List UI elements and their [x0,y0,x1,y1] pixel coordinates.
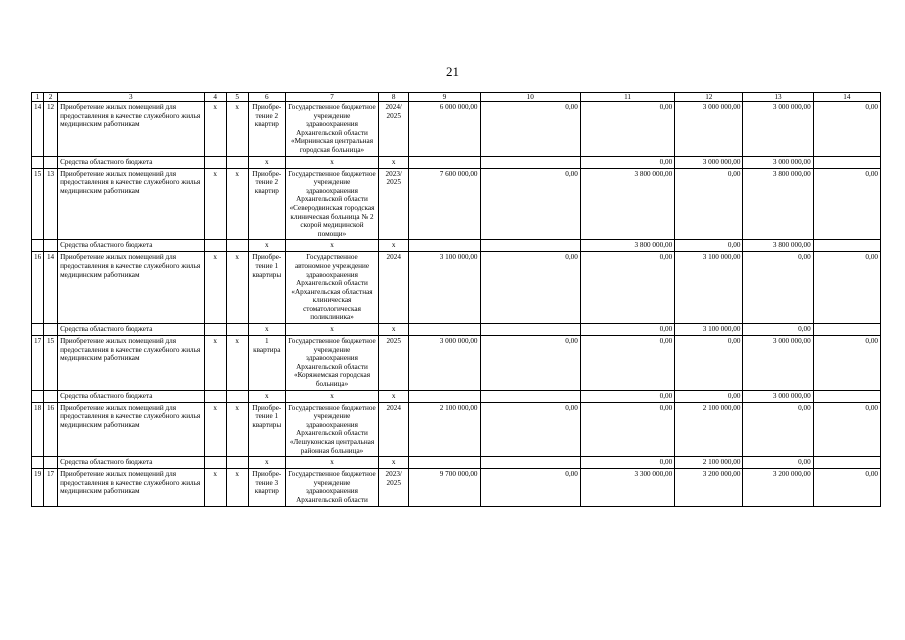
amount-cell: 2 100 000,00 [675,457,743,469]
object-name-cell: Приобретение жилых помещений для предоставления в качестве служебного жилья медицинским работникам [58,469,205,506]
object-name-cell: Приобретение жилых помещений для предоставления в качестве служебного жилья медицинским работникам [58,252,205,324]
amount-cell: 3 800 000,00 [743,240,813,252]
table-cell: х [248,156,285,168]
funding-source-label: Средства областного бюджета [58,240,205,252]
term-cell: 1 квартира [248,336,285,391]
amount-cell: 3 200 000,00 [675,469,743,506]
funding-source-row [32,324,881,336]
object-name-cell: Приобретение жилых помещений для предоставления в качестве служебного жилья медицинским работникам [58,102,205,157]
amount-cell: 0,00 [813,252,880,324]
amount-cell: 0,00 [580,324,674,336]
amount-cell: 0,00 [480,336,580,391]
table-cell [204,457,226,469]
amount-cell: 0,00 [675,336,743,391]
amount-cell: 0,00 [813,336,880,391]
table-cell [44,240,58,252]
amount-cell [409,240,480,252]
table-cell: х [226,469,248,506]
amount-cell: 0,00 [480,469,580,506]
amount-cell: 3 800 000,00 [580,168,674,240]
item-number-cell: 17 [44,469,58,506]
amount-cell: 2 100 000,00 [409,402,480,457]
amount-cell: 0,00 [480,102,580,157]
funding-source-label: Средства областного бюджета [58,390,205,402]
table-cell [32,457,44,469]
table-row [32,336,881,391]
amount-cell: 0,00 [743,324,813,336]
page-number: 21 [446,64,459,79]
table-cell [226,390,248,402]
column-header: 12 [675,93,743,102]
funding-source-label: Средства областного бюджета [58,457,205,469]
table-cell: х [226,102,248,157]
item-number-cell: 15 [44,336,58,391]
table-row [32,402,881,457]
amount-cell: 3 100 000,00 [409,252,480,324]
amount-cell: 0,00 [580,102,674,157]
amount-cell [480,240,580,252]
amount-cell: 0,00 [580,252,674,324]
table-cell: х [285,324,378,336]
table-row [32,102,881,157]
amount-cell: 0,00 [580,156,674,168]
amount-cell: 7 600 000,00 [409,168,480,240]
table-cell [226,156,248,168]
amount-cell: 0,00 [743,457,813,469]
funding-source-label: Средства областного бюджета [58,156,205,168]
table-cell [32,324,44,336]
year-cell: 2024/ 2025 [379,102,409,157]
amount-cell: 0,00 [743,402,813,457]
column-header: 4 [204,93,226,102]
object-name-cell: Приобретение жилых помещений для предоставления в качестве служебного жилья медицинским работникам [58,336,205,391]
column-header: 14 [813,93,880,102]
amount-cell: 0,00 [580,402,674,457]
amount-cell: 3 000 000,00 [743,102,813,157]
column-header: 7 [285,93,378,102]
term-cell: Приобре-тение 3 квартир [248,469,285,506]
year-cell: 2024 [379,252,409,324]
funding-source-row [32,390,881,402]
amount-cell: 3 000 000,00 [409,336,480,391]
amount-cell [480,390,580,402]
amount-cell [813,324,880,336]
table-cell: х [248,457,285,469]
table-cell [204,156,226,168]
table-cell: х [204,402,226,457]
row-number-cell: 15 [32,168,44,240]
table-cell [44,457,58,469]
year-cell: 2023/ 2025 [379,168,409,240]
table-cell [226,457,248,469]
amount-cell [409,324,480,336]
table-cell [32,390,44,402]
amount-cell [813,457,880,469]
amount-cell [409,457,480,469]
amount-cell: 0,00 [480,168,580,240]
organization-cell: Государственное автономное учреждение здравоохранения Архангельской области «Архангельская областная клиническая стоматологическая поликлиника» [285,252,378,324]
column-header: 3 [58,93,205,102]
amount-cell: 3 200 000,00 [743,469,813,506]
amount-cell: 0,00 [675,168,743,240]
amount-cell [480,156,580,168]
table-cell: х [204,336,226,391]
amount-cell [480,324,580,336]
organization-cell: Государственное бюджетное учреждение здравоохранения Архангельской области «Коряжемская городская больница» [285,336,378,391]
amount-cell: 3 000 000,00 [675,156,743,168]
table-cell: х [379,240,409,252]
row-number-cell: 18 [32,402,44,457]
amount-cell: 0,00 [480,252,580,324]
table-cell [32,240,44,252]
organization-cell: Государственное бюджетное учреждение здравоохранения Архангельской области «Лешуконская центральная районная больница» [285,402,378,457]
table-cell: х [226,252,248,324]
amount-cell: 2 100 000,00 [675,402,743,457]
table-cell: х [204,168,226,240]
amount-cell: 9 700 000,00 [409,469,480,506]
year-cell: 2024 [379,402,409,457]
amount-cell: 0,00 [580,457,674,469]
amount-cell [409,156,480,168]
item-number-cell: 14 [44,252,58,324]
table-cell: х [379,156,409,168]
table-cell: х [204,252,226,324]
term-cell: Приобре-тение 1 квартиры [248,252,285,324]
amount-cell: 0,00 [813,102,880,157]
table-cell [204,240,226,252]
table-cell [44,324,58,336]
funding-source-label: Средства областного бюджета [58,324,205,336]
organization-cell: Государственное бюджетное учреждение здравоохранения Архангельской области [285,469,378,506]
table-cell: х [285,457,378,469]
item-number-cell: 12 [44,102,58,157]
amount-cell: 3 000 000,00 [675,102,743,157]
table-cell [204,390,226,402]
year-cell: 2025 [379,336,409,391]
table-cell [226,324,248,336]
term-cell: Приобре-тение 1 квартиры [248,402,285,457]
amount-cell: 3 100 000,00 [675,252,743,324]
item-number-cell: 13 [44,168,58,240]
term-cell: Приобре-тение 2 квартир [248,102,285,157]
row-number-cell: 14 [32,102,44,157]
amount-cell: 6 000 000,00 [409,102,480,157]
table-cell: х [248,390,285,402]
object-name-cell: Приобретение жилых помещений для предоставления в качестве служебного жилья медицинским работникам [58,402,205,457]
table-cell: х [248,324,285,336]
amount-cell: 3 000 000,00 [743,390,813,402]
amount-cell [409,390,480,402]
table-cell [226,240,248,252]
column-header: 6 [248,93,285,102]
table-cell [44,156,58,168]
column-header: 13 [743,93,813,102]
funding-source-row [32,240,881,252]
table-cell [44,390,58,402]
table-row [32,469,881,506]
table-cell: х [285,390,378,402]
table-cell: х [226,402,248,457]
table-row [32,168,881,240]
budget-table [31,92,881,507]
column-header: 8 [379,93,409,102]
column-header: 1 [32,93,44,102]
table-cell [32,156,44,168]
amount-cell: 0,00 [743,252,813,324]
column-header: 2 [44,93,58,102]
table-cell: х [285,156,378,168]
table-row [32,252,881,324]
row-number-cell: 16 [32,252,44,324]
amount-cell: 0,00 [813,402,880,457]
amount-cell: 3 300 000,00 [580,469,674,506]
amount-cell [813,240,880,252]
table-cell: х [226,336,248,391]
amount-cell: 0,00 [580,390,674,402]
amount-cell: 0,00 [813,469,880,506]
item-number-cell: 16 [44,402,58,457]
column-header: 5 [226,93,248,102]
table-cell: х [226,168,248,240]
funding-source-row [32,156,881,168]
column-header: 11 [580,93,674,102]
object-name-cell: Приобретение жилых помещений для предоставления в качестве служебного жилья медицинским работникам [58,168,205,240]
table-cell: х [379,324,409,336]
amount-cell: 0,00 [813,168,880,240]
table-cell: х [379,390,409,402]
organization-cell: Государственное бюджетное учреждение здравоохранения Архангельской области «Северодвинская городская клиническая больница № 2 скорой медицинской помощи» [285,168,378,240]
amount-cell: 3 800 000,00 [743,168,813,240]
header-row [32,93,881,102]
amount-cell: 3 800 000,00 [580,240,674,252]
amount-cell [813,156,880,168]
table-cell: х [379,457,409,469]
table-cell: х [204,102,226,157]
year-cell: 2023/ 2025 [379,469,409,506]
table-cell: х [204,469,226,506]
amount-cell [813,390,880,402]
term-cell: Приобре-тение 2 квартир [248,168,285,240]
amount-cell: 0,00 [675,240,743,252]
amount-cell: 0,00 [675,390,743,402]
column-header: 10 [480,93,580,102]
amount-cell: 3 000 000,00 [743,156,813,168]
amount-cell: 3 000 000,00 [743,336,813,391]
row-number-cell: 19 [32,469,44,506]
table-cell: х [248,240,285,252]
amount-cell [480,457,580,469]
amount-cell: 0,00 [480,402,580,457]
row-number-cell: 17 [32,336,44,391]
amount-cell: 3 100 000,00 [675,324,743,336]
organization-cell: Государственное бюджетное учреждение здравоохранения Архангельской области «Мирнинская центральная городская больница» [285,102,378,157]
table-cell: х [285,240,378,252]
table-cell [204,324,226,336]
column-header: 9 [409,93,480,102]
funding-source-row [32,457,881,469]
amount-cell: 0,00 [580,336,674,391]
